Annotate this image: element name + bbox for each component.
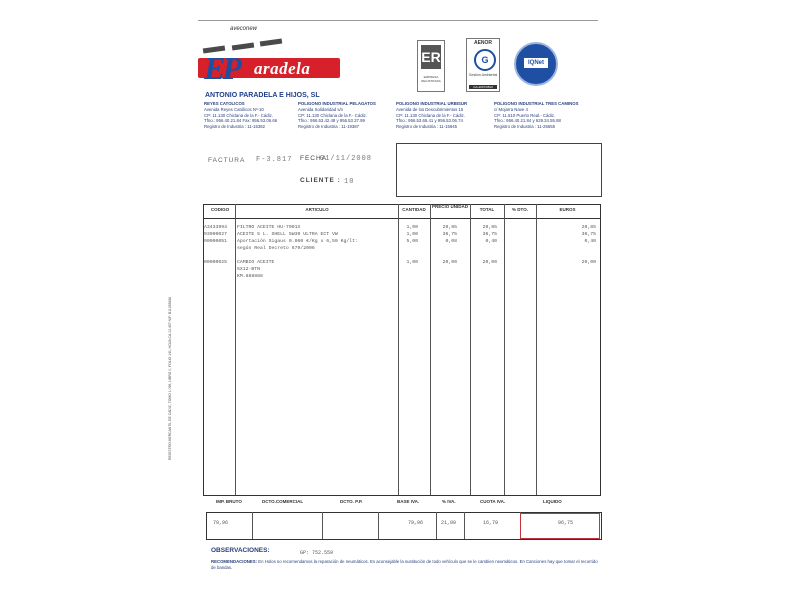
company-name: ANTONIO PARADELA E HIJOS, SL [205, 92, 320, 99]
aenor-mark: G [474, 49, 496, 71]
header-discount: % DTO. [512, 207, 528, 212]
client-address-box [396, 143, 602, 197]
footer-divider [252, 512, 253, 539]
table-cell-price: 20,00 [442, 260, 457, 265]
table-cell-code: 90000051 [204, 239, 228, 244]
aenor-title: AENOR [473, 40, 493, 46]
net-amount: 96,75 [558, 520, 574, 526]
footer-header-net: LIQUIDO [543, 499, 562, 504]
table-cell-total: 20,00 [482, 260, 497, 265]
header-code: CODIGO [210, 207, 230, 212]
table-cell-euros: 20,85 [581, 225, 596, 230]
er-mark: ER [421, 45, 441, 69]
address-line: Registro de Industria : 11-15945 [396, 124, 458, 130]
address-block-pelagatos [298, 101, 393, 130]
address-title: POLIGONO INDUSTRIAL URBISUR [396, 101, 468, 106]
footer-divider [322, 512, 323, 539]
gross-amount: 79,96 [213, 520, 229, 526]
header-total: TOTAL [479, 207, 495, 212]
table-cell-code: A3433994 [204, 225, 228, 230]
client-label: CLIENTE : [300, 177, 341, 184]
address-line: Avenida de los Descubrimientos 15 [396, 106, 464, 112]
top-border [198, 20, 598, 21]
observations-value: GP: 752.559 [300, 550, 334, 556]
table-header-divider [203, 218, 600, 219]
aenor-code: GA-2007/0810 [469, 85, 497, 89]
table-cell-article: FILTRO ACEITE HU-7001X [237, 225, 301, 230]
table-cell-euros: 36,75 [581, 232, 596, 237]
iqnet-mark: IQNet [524, 58, 548, 68]
table-cell-price: 0,08 [445, 239, 457, 244]
address-line: Tfno.: 956.40.21.84 y 629.34.55.88 [494, 118, 561, 124]
address-line: Tfno.: 956.40.21.84 Fax: 956.53.06.66 [204, 118, 278, 124]
table-cell-total: 0,40 [485, 239, 497, 244]
address-title: POLIGONO INDUSTRIAL PELAGATOS [298, 101, 376, 106]
header-unit-price: PRECIO UNIDAD [431, 204, 468, 209]
footer-header-vat-base: BASE IVA. [397, 499, 420, 504]
column-divider [536, 204, 537, 495]
invoice-number: F-3.817 [256, 156, 293, 164]
column-divider [430, 204, 431, 495]
recommendations-label: RECOMENDACIONES: [211, 559, 258, 564]
address-title: REYES CATOLICOS [204, 101, 245, 106]
address-line: Avenida Solidaridad s/n [298, 106, 344, 112]
table-cell-total: 20,85 [482, 225, 497, 230]
header-quantity: CANTIDAD [402, 207, 426, 212]
vat-amount: 16,79 [483, 520, 499, 526]
table-cell-price: 20,85 [442, 225, 457, 230]
address-title: POLIGONO INDUSTRIAL TRES CAMINOS [494, 101, 579, 106]
address-block-urbisur [396, 101, 491, 130]
table-cell-code: 00000025 [204, 260, 228, 265]
footer-divider [436, 512, 437, 539]
aenor-certification-badge [466, 38, 500, 92]
table-cell-article: 5X12-BTN [237, 267, 261, 272]
logo-name: aradela [254, 59, 311, 78]
table-cell-qty: 1,00 [406, 260, 418, 265]
table-cell-euros: 20,00 [581, 260, 596, 265]
address-line: Registro de Industria : 11-19387 [298, 124, 360, 130]
company-logo [198, 52, 340, 86]
address-line: Tfno.: 956.53.42.48 y 956.53.37.99 [298, 118, 365, 124]
table-cell-qty: 1,00 [406, 232, 418, 237]
document-type-label: FACTURA [208, 157, 246, 164]
footer-divider [378, 512, 379, 539]
footer-header-commercial-discount: DCTO.COMERCIAL [262, 499, 304, 504]
table-cell-article: ACEITE 5 L. SHELL 5W30 ULTRA ECT VW [237, 232, 338, 237]
address-line: Registro de Industria : 11-15382 [204, 124, 266, 130]
footer-header-gross: IMP. BRUTO [216, 499, 242, 504]
column-divider [470, 204, 471, 495]
table-cell-qty: 5,00 [406, 239, 418, 244]
column-divider [504, 204, 505, 495]
address-line: Registro de Industria : 11-25655 [494, 124, 556, 130]
net-total-box [520, 513, 600, 539]
table-cell-code: 93000027 [204, 232, 228, 237]
address-line: Tfno.: 956.53.65.41 y 956.53.06.74 [396, 118, 463, 124]
address-block-reyes-catolicos [204, 101, 299, 130]
registry-side-text: REGISTRO MERCANTIL DE CADIZ, TOMO 1.096, LIBRO 0, FOLIO 140, HOJA CA-12.457 NIF: B11283688 [168, 296, 172, 460]
table-cell-article: KM.888888 [237, 274, 263, 279]
table-cell-qty: 1,00 [406, 225, 418, 230]
header-article: ARTICULO [305, 207, 329, 212]
logo-letters: EP [204, 50, 239, 86]
table-cell-article: CAMBIO ACEITE [237, 260, 275, 265]
vat-base-amount: 79,96 [408, 520, 424, 526]
footer-header-pp-discount: DCTO. P.P. [340, 499, 363, 504]
footer-header-vat-amount: CUOTA IVA. [480, 499, 506, 504]
table-cell-article: Aportación Sigaus 0.060 €/Kg x 6,50 Kg/lt: [237, 239, 358, 244]
er-certification-badge [417, 40, 445, 92]
address-line: CP: 11.130 Chiclana de la F.- Cádiz. [298, 112, 367, 118]
table-cell-total: 36,75 [482, 232, 497, 237]
handwritten-note: aveconew [230, 26, 258, 32]
address-line: Avenida Reyes Católicos Nº-10 [204, 106, 264, 112]
header-euros: EUROS [559, 207, 576, 212]
footer-divider [464, 512, 465, 539]
table-cell-price: 36,75 [442, 232, 457, 237]
address-line: c/ Mojarra Nave 4 [494, 106, 528, 112]
iqnet-certification-badge [514, 42, 558, 86]
recommendations [211, 559, 601, 570]
table-cell-article: según Real Decreto 679/2006 [237, 246, 315, 251]
date-label: FECHA [300, 155, 328, 162]
column-divider [398, 204, 399, 495]
address-line: CP: 11.130 Chiclana de la F.- Cádiz. [396, 112, 465, 118]
column-divider [235, 204, 236, 495]
table-cell-euros: 0,40 [584, 239, 596, 244]
client-number: 10 [344, 178, 355, 186]
aenor-caption: Gestión Ambiental [468, 73, 498, 77]
recommendations-text: En Holos no recomendamos la reparación de neumáticos. Es aconsejable la sustitución de todo vehículo que se le cambien neumáticos. En Canciones hay que tomar el recorrido de bandas. [211, 559, 598, 570]
address-line: CP: 11.510 Puerto Real.- Cádiz. [494, 112, 556, 118]
address-line: CP: 11.130 Chiclana de la F.- Cádiz. [204, 112, 273, 118]
observations-label: OBSERVACIONES: [211, 547, 270, 554]
address-block-tres-caminos [494, 101, 599, 130]
invoice-date: 01/11/2008 [320, 155, 373, 163]
vat-percentage: 21,00 [441, 520, 457, 526]
footer-header-vat-pct: % IVA. [442, 499, 456, 504]
er-caption: EMPRESA REGISTRADA [421, 75, 441, 83]
